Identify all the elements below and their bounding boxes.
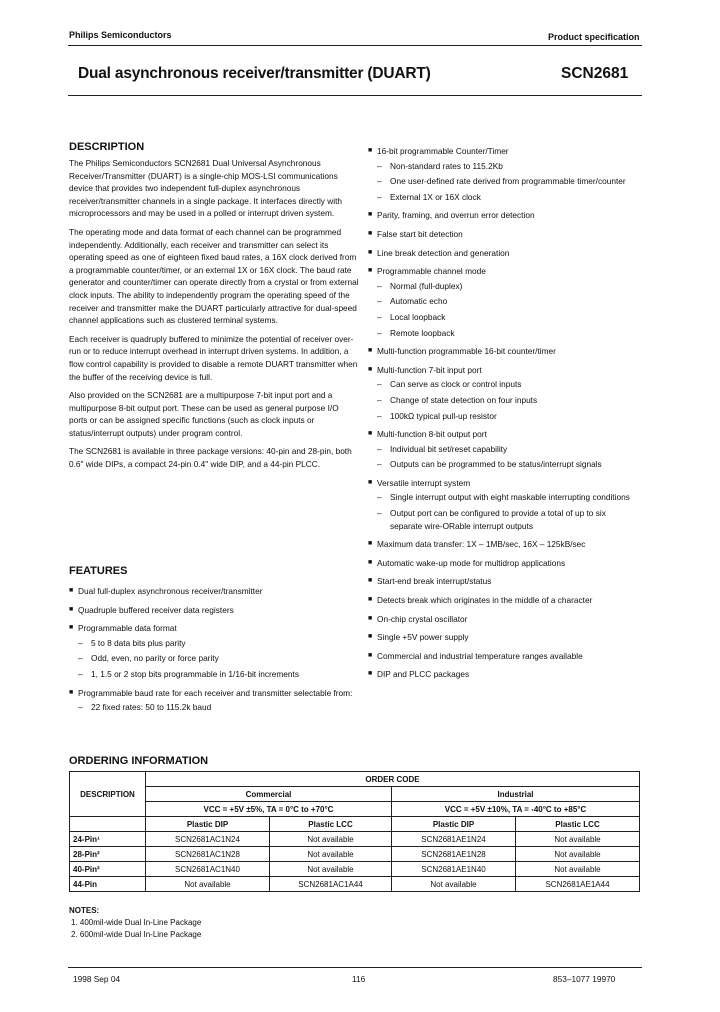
dash-icon: – — [377, 311, 382, 322]
order-code-cell: SCN2681AC1A44 — [270, 877, 392, 892]
feature-text: Dual full-duplex asynchronous receiver/transmitter — [78, 586, 263, 596]
footer-rule — [68, 967, 642, 968]
feature-subtext: 100kΩ typical pull-up resistor — [390, 410, 497, 421]
feature-text: 16-bit programmable Counter/Timer — [377, 146, 509, 156]
row-description-cell: 28-Pin² — [70, 847, 146, 862]
feature-item — [368, 247, 638, 260]
dash-icon: – — [377, 410, 382, 421]
company-name: Philips Semiconductors — [69, 30, 172, 40]
feature-text: Programmable channel mode — [377, 266, 486, 277]
table-header-blank — [70, 817, 146, 832]
header-rule — [68, 45, 642, 46]
feature-text: Line break detection and generation — [377, 247, 510, 258]
note-item: 1. 400mil-wide Dual In-Line Package — [71, 918, 202, 927]
order-code-cell: Not available — [270, 832, 392, 847]
feature-item — [368, 345, 638, 358]
dash-icon: – — [78, 668, 83, 679]
table-header-commercial: Commercial — [146, 787, 392, 802]
footer-page-number: 116 — [352, 974, 366, 984]
feature-text: Multi-function 8-bit output port — [377, 429, 487, 440]
row-description-cell: 44-Pin — [70, 877, 146, 892]
feature-text: Quadruple buffered receiver data registers — [78, 604, 234, 615]
feature-item — [368, 477, 638, 532]
dash-icon: – — [78, 637, 83, 648]
feature-text: Multi-function programmable 16-bit counter/timer — [377, 346, 556, 357]
bullet-icon: ■ — [368, 478, 373, 486]
description-paragraph: The Philips Semiconductors SCN2681 Dual Universal Asynchronous Receiver/Transmitter (DUART) is a single-chip MOS-LSI communications device that provides two independent full-duplex asynchronous receiver/transmitter channels in a single package. It interfaces directly with microprocessors and may be used in a polled or interrupt driven system. — [69, 158, 342, 219]
document-title: Dual asynchronous receiver/transmitter (DUART) — [78, 65, 431, 82]
feature-item — [368, 364, 638, 422]
bullet-icon: ■ — [368, 248, 373, 256]
feature-item — [368, 650, 638, 663]
order-code-cell: Not available — [392, 877, 516, 892]
order-code-cell: Not available — [146, 877, 270, 892]
features-heading: FEATURES — [69, 565, 128, 577]
dash-icon: – — [78, 702, 83, 713]
bullet-icon: ■ — [368, 577, 373, 585]
feature-subitem — [377, 175, 638, 188]
feature-subitem — [377, 491, 638, 504]
feature-subtext: Change of state detection on four inputs — [390, 394, 538, 405]
order-code-cell: Not available — [270, 862, 392, 877]
bullet-icon: ■ — [368, 430, 373, 438]
doc-type: Product specification — [548, 32, 640, 42]
table-notes — [69, 905, 201, 941]
feature-text: Programmable data format — [78, 623, 177, 634]
bullet-icon: ■ — [368, 147, 373, 154]
table-header-plastic-lcc: Plastic LCC — [516, 817, 640, 832]
bullet-icon: ■ — [368, 540, 373, 548]
feature-subitem — [377, 295, 638, 308]
feature-subtext: Local loopback — [390, 311, 446, 322]
bullet-icon: ■ — [69, 624, 74, 632]
feature-subitem — [377, 280, 638, 293]
bullet-icon: ■ — [368, 229, 373, 237]
feature-text: Programmable baud rate for each receiver and transmitter selectable from: — [78, 687, 353, 698]
order-code-cell: Not available — [516, 847, 640, 862]
table-header-plastic-lcc: Plastic LCC — [270, 817, 392, 832]
bullet-icon: ■ — [368, 633, 373, 641]
bullet-icon: ■ — [69, 605, 74, 613]
feature-item — [69, 687, 359, 714]
order-code-cell: SCN2681AC1N28 — [146, 847, 270, 862]
dash-icon: – — [78, 653, 83, 664]
description-paragraph: Also provided on the SCN2681 are a multipurpose 7-bit input port and a multipurpose 8-bit output port. These can be used as general purpose I/O ports or can be assigned specific functions (such as clock inputs or status/interrupt outputs) under program control. — [69, 390, 339, 438]
feature-subitem — [377, 327, 638, 340]
feature-item — [368, 209, 638, 222]
dash-icon: – — [377, 176, 382, 187]
description-heading: DESCRIPTION — [69, 141, 145, 153]
feature-item — [368, 631, 638, 644]
feature-item — [368, 557, 638, 570]
feature-item — [368, 228, 638, 241]
order-code-cell: SCN2681AE1N24 — [392, 832, 516, 847]
dash-icon: – — [377, 191, 382, 202]
table-header-plastic-dip: Plastic DIP — [392, 817, 516, 832]
dash-icon: – — [377, 379, 382, 390]
table-row — [70, 832, 640, 847]
bullet-icon: ■ — [368, 365, 373, 373]
footer-doc-code: 853–1077 19970 — [553, 974, 616, 984]
feature-text: DIP and PLCC packages — [377, 669, 470, 680]
table-header-plastic-dip: Plastic DIP — [146, 817, 270, 832]
feature-subitem — [377, 191, 638, 204]
feature-subtext: Non-standard rates to 115.2Kb — [390, 160, 503, 171]
feature-item — [69, 622, 359, 680]
bullet-icon: ■ — [368, 267, 373, 275]
bullet-icon: ■ — [368, 347, 373, 355]
feature-subitem — [377, 160, 638, 173]
feature-text: Parity, framing, and overrun error detection — [377, 210, 535, 221]
feature-item — [368, 538, 638, 551]
feature-subitem — [377, 410, 638, 423]
bullet-icon: ■ — [368, 670, 373, 678]
bullet-icon: ■ — [368, 614, 373, 622]
feature-subitem — [377, 378, 638, 391]
feature-item — [69, 604, 359, 617]
feature-subitem — [377, 394, 638, 407]
row-description-cell: 24-Pin¹ — [70, 832, 146, 847]
order-code-cell: SCN2681AE1N40 — [392, 862, 516, 877]
feature-subitem — [377, 458, 638, 471]
feature-item — [368, 145, 638, 203]
feature-text: Automatic wake-up mode for multidrop applications — [377, 557, 566, 568]
feature-subitem — [377, 443, 638, 456]
feature-item — [368, 594, 638, 607]
feature-subtext: External 1X or 16X clock — [390, 191, 481, 202]
bullet-icon: ■ — [69, 587, 74, 594]
feature-item — [368, 428, 638, 471]
feature-subtext: 1, 1.5 or 2 stop bits programmable in 1/16-bit increments — [91, 668, 299, 679]
dash-icon: – — [377, 508, 382, 519]
ordering-heading: ORDERING INFORMATION — [69, 755, 209, 767]
feature-text: Single +5V power supply — [377, 632, 469, 643]
dash-icon: – — [377, 443, 382, 454]
description-paragraph: Each receiver is quadruply buffered to minimize the potential of receiver over-run or to reduce interrupt overhead in interrupt driven systems. In addition, a flow control capability is provided to disable a remote DUART transmitter when the buffer of the receiving device is full. — [69, 333, 358, 382]
features-left-list — [69, 585, 359, 720]
order-code-cell: Not available — [270, 847, 392, 862]
feature-text: Detects break which originates in the middle of a character — [377, 595, 593, 606]
feature-text: Maximum data transfer: 1X – 1MB/sec, 16X – 125kB/sec — [377, 539, 586, 550]
order-code-cell: SCN2681AE1N28 — [392, 847, 516, 862]
row-description-cell: 40-Pin² — [70, 862, 146, 877]
feature-subtext: Automatic echo — [390, 296, 448, 307]
bullet-icon: ■ — [368, 558, 373, 566]
feature-item — [368, 668, 638, 681]
bullet-icon: ■ — [69, 688, 74, 696]
dash-icon: – — [377, 160, 382, 171]
dash-icon: – — [377, 296, 382, 307]
bullet-icon: ■ — [368, 651, 373, 659]
feature-subitem — [377, 311, 638, 324]
feature-subtext: Output port can be configured to provide a total of up to six separate wire-ORable interrupt outputs — [390, 508, 606, 531]
feature-item — [69, 585, 359, 598]
feature-subtext: Individual bit set/reset capability — [390, 443, 508, 454]
feature-subitem — [377, 507, 638, 532]
footer-date: 1998 Sep 04 — [73, 974, 121, 984]
dash-icon: – — [377, 327, 382, 338]
order-code-cell: SCN2681AC1N40 — [146, 862, 270, 877]
dash-icon: – — [377, 394, 382, 405]
feature-text: Commercial and industrial temperature ranges available — [377, 650, 583, 661]
feature-subitem — [78, 637, 359, 650]
table-header-industrial-conditions: VCC = +5V ±10%, TA = -40°C to +85°C — [392, 802, 640, 817]
feature-subtext: 22 fixed rates: 50 to 115.2k baud — [91, 702, 212, 713]
dash-icon: – — [377, 492, 382, 503]
title-rule — [68, 95, 642, 96]
note-item: 2. 600mil-wide Dual In-Line Package — [71, 930, 202, 939]
ordering-table-wrap — [69, 771, 640, 892]
description-paragraph: The SCN2681 is available in three package versions: 40-pin and 28-pin, both 0.6" wide DIPs, a compact 24-pin 0.4" wide DIP, and a 44-pin PLCC. — [69, 446, 352, 470]
feature-text: On-chip crystal oscillator — [377, 613, 468, 624]
feature-subtext: Can serve as clock or control inputs — [390, 379, 522, 390]
dash-icon: – — [377, 280, 382, 291]
feature-item — [368, 265, 638, 339]
feature-item — [368, 613, 638, 626]
feature-subtext: One user-defined rate derived from programmable timer/counter — [390, 176, 626, 187]
feature-subtext: Outputs can be programmed to be status/interrupt signals — [390, 459, 602, 470]
feature-subtext: Normal (full-duplex) — [390, 280, 463, 291]
feature-text: Start-end break interrupt/status — [377, 576, 492, 587]
features-right-list — [368, 145, 638, 687]
order-code-cell: Not available — [516, 832, 640, 847]
order-code-cell: SCN2681AC1N24 — [146, 832, 270, 847]
table-header-industrial: Industrial — [392, 787, 640, 802]
feature-subtext: Single interrupt output with eight maskable interrupting conditions — [390, 492, 630, 503]
feature-text: Multi-function 7-bit input port — [377, 364, 482, 375]
order-code-cell: Not available — [516, 862, 640, 877]
ordering-table — [69, 771, 640, 892]
description-paragraph: The operating mode and data format of each channel can be programmed independently. Additionally, each receiver and transmitter can select its operating speed as one of eighteen fixed baud rates, a 16X clock derived from a programmable counter/timer, or an external 1X or 16X clock. The baud rate generator and counter/timer can operate directly from a crystal or from external clock inputs. The ability to independently program the operating speed of the receiver and transmitter make the DUART particularly attractive for dual-speed channel applications such as clustered terminal systems. — [69, 226, 359, 326]
feature-text: Versatile interrupt system — [377, 477, 471, 488]
feature-text: False start bit detection — [377, 228, 463, 239]
notes-heading: NOTES: — [69, 906, 100, 915]
part-number: SCN2681 — [561, 65, 629, 82]
feature-item — [368, 575, 638, 588]
feature-subitem — [78, 701, 359, 714]
table-header-commercial-conditions: VCC = +5V ±5%, TA = 0°C to +70°C — [146, 802, 392, 817]
feature-subtext: 5 to 8 data bits plus parity — [91, 637, 186, 648]
order-code-cell: SCN2681AE1A44 — [516, 877, 640, 892]
table-row — [70, 877, 640, 892]
table-row — [70, 862, 640, 877]
feature-subtext: Remote loopback — [390, 327, 455, 338]
table-row — [70, 847, 640, 862]
table-header-description: DESCRIPTION — [70, 772, 146, 817]
feature-subitem — [78, 668, 359, 681]
bullet-icon: ■ — [368, 211, 373, 219]
feature-subtext: Odd, even, no parity or force parity — [91, 653, 219, 664]
description-body — [69, 157, 359, 477]
bullet-icon: ■ — [368, 596, 373, 604]
table-header-order-code: ORDER CODE — [146, 772, 640, 787]
feature-subitem — [78, 652, 359, 665]
dash-icon: – — [377, 459, 382, 470]
